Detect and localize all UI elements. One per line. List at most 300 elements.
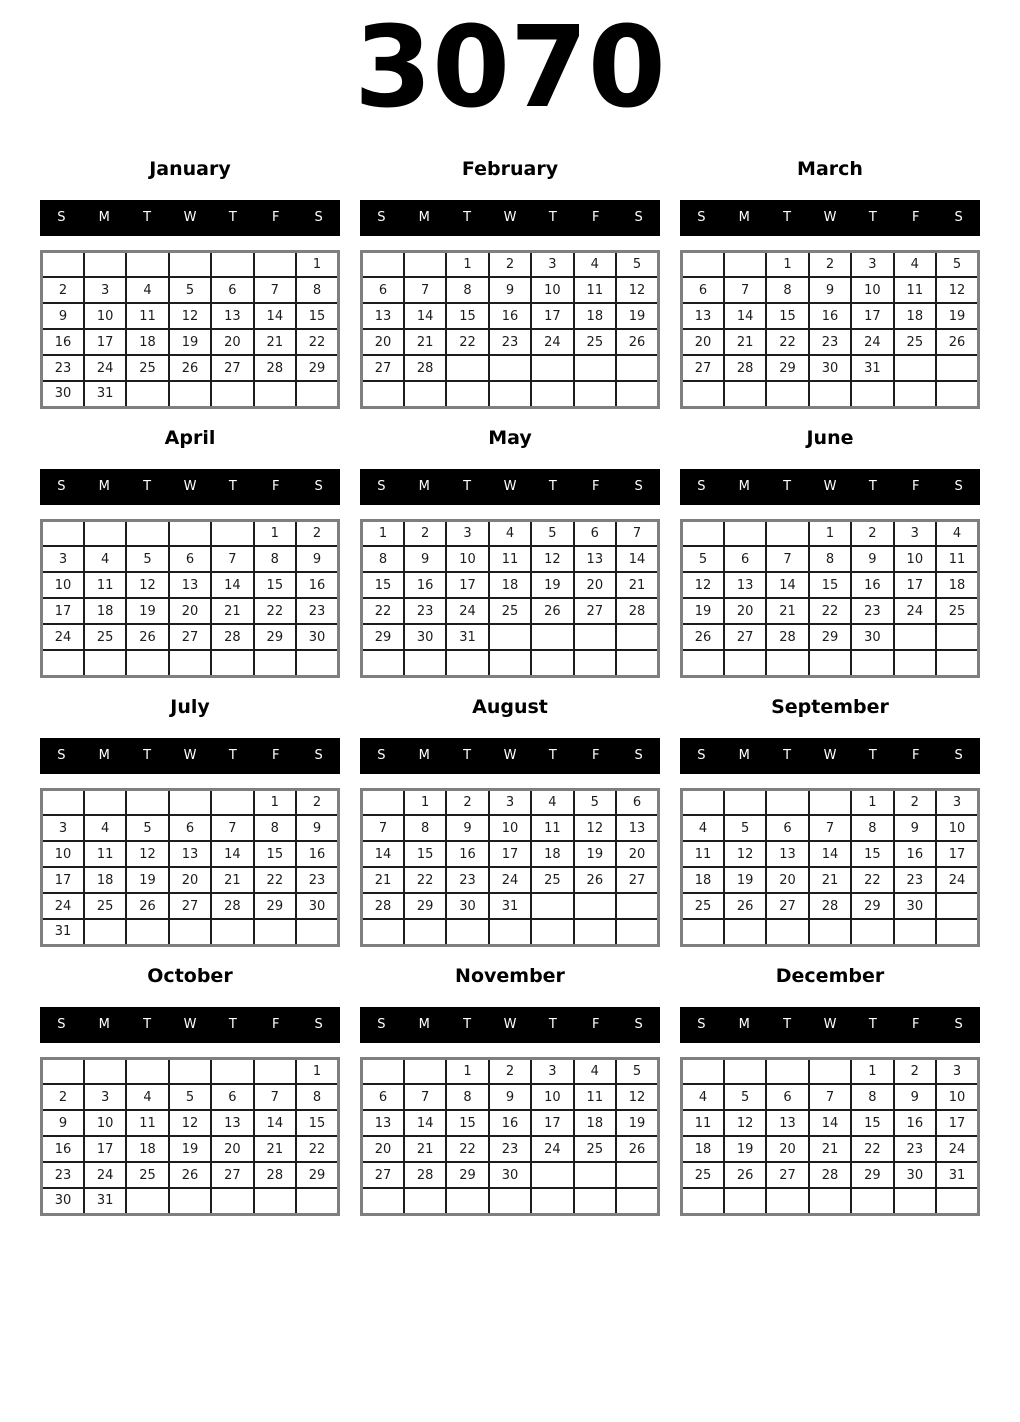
empty-day-cell bbox=[362, 650, 404, 676]
day-cell: 26 bbox=[169, 1162, 211, 1188]
weekday-label: M bbox=[418, 748, 430, 764]
day-cell: 15 bbox=[404, 841, 446, 867]
week-row bbox=[682, 893, 979, 919]
week-row bbox=[682, 303, 979, 329]
day-cell: 5 bbox=[724, 1084, 766, 1110]
day-cell: 19 bbox=[682, 598, 724, 624]
day-cell: 4 bbox=[574, 251, 616, 277]
empty-day-cell bbox=[574, 893, 616, 919]
day-cell: 21 bbox=[809, 1136, 851, 1162]
week-row bbox=[682, 841, 979, 867]
day-cell: 6 bbox=[724, 546, 766, 572]
day-cell: 18 bbox=[894, 303, 936, 329]
day-cell: 30 bbox=[42, 1188, 84, 1214]
day-cell: 25 bbox=[574, 1136, 616, 1162]
empty-day-cell bbox=[574, 381, 616, 407]
day-cell: 26 bbox=[682, 624, 724, 650]
week-row bbox=[682, 1162, 979, 1188]
day-cell: 26 bbox=[169, 355, 211, 381]
empty-day-cell bbox=[42, 520, 84, 546]
empty-day-cell bbox=[766, 381, 808, 407]
day-cell: 16 bbox=[296, 572, 338, 598]
day-cell: 11 bbox=[682, 1110, 724, 1136]
year-title: 3070 bbox=[354, 3, 666, 133]
week-row bbox=[42, 789, 339, 815]
empty-day-cell bbox=[531, 919, 573, 945]
empty-day-cell bbox=[894, 381, 936, 407]
day-cell: 27 bbox=[574, 598, 616, 624]
month-title: June bbox=[806, 426, 854, 449]
week-row bbox=[42, 598, 339, 624]
day-cell: 10 bbox=[894, 546, 936, 572]
weekday-label: T bbox=[463, 210, 472, 226]
day-cell: 28 bbox=[766, 624, 808, 650]
weekday-label: S bbox=[954, 748, 963, 764]
day-cell: 12 bbox=[169, 303, 211, 329]
week-row bbox=[682, 546, 979, 572]
day-cell: 27 bbox=[766, 893, 808, 919]
month-days-table bbox=[360, 1057, 660, 1216]
weekday-label: T bbox=[548, 479, 557, 495]
day-cell: 26 bbox=[936, 329, 978, 355]
empty-day-cell bbox=[211, 650, 253, 676]
empty-day-cell bbox=[616, 624, 658, 650]
empty-day-cell bbox=[574, 1162, 616, 1188]
weekday-label: S bbox=[634, 479, 643, 495]
day-cell: 14 bbox=[766, 572, 808, 598]
month-block bbox=[680, 140, 980, 409]
day-cell: 11 bbox=[574, 277, 616, 303]
month-days-table bbox=[40, 1057, 340, 1216]
day-cell: 4 bbox=[531, 789, 573, 815]
weekday-label: F bbox=[911, 748, 920, 764]
week-row bbox=[362, 867, 659, 893]
day-cell: 8 bbox=[809, 546, 851, 572]
calendar-page bbox=[0, 3, 1020, 1216]
empty-day-cell bbox=[211, 919, 253, 945]
day-cell: 1 bbox=[851, 1058, 893, 1084]
empty-day-cell bbox=[446, 1188, 488, 1214]
empty-day-cell bbox=[296, 381, 338, 407]
day-cell: 17 bbox=[446, 572, 488, 598]
empty-day-cell bbox=[616, 355, 658, 381]
day-cell: 11 bbox=[894, 277, 936, 303]
day-cell: 21 bbox=[724, 329, 766, 355]
day-cell: 16 bbox=[446, 841, 488, 867]
day-cell: 17 bbox=[42, 598, 84, 624]
day-cell: 11 bbox=[84, 572, 126, 598]
day-cell: 4 bbox=[682, 1084, 724, 1110]
day-cell: 25 bbox=[936, 598, 978, 624]
day-cell: 21 bbox=[362, 867, 404, 893]
month-block bbox=[680, 947, 980, 1216]
weekday-label: S bbox=[954, 479, 963, 495]
weekday-label: M bbox=[98, 748, 110, 764]
day-cell: 24 bbox=[936, 1136, 978, 1162]
weekday-label: M bbox=[738, 1017, 750, 1033]
day-cell: 28 bbox=[254, 1162, 296, 1188]
day-cell: 4 bbox=[489, 520, 531, 546]
empty-day-cell bbox=[446, 650, 488, 676]
empty-day-cell bbox=[169, 520, 211, 546]
empty-day-cell bbox=[169, 650, 211, 676]
day-cell: 21 bbox=[809, 867, 851, 893]
day-cell: 24 bbox=[489, 867, 531, 893]
day-cell: 24 bbox=[531, 329, 573, 355]
day-cell: 12 bbox=[724, 1110, 766, 1136]
day-cell: 17 bbox=[936, 841, 978, 867]
day-cell: 7 bbox=[211, 546, 253, 572]
month-days-table bbox=[680, 250, 980, 409]
week-row bbox=[682, 1188, 979, 1214]
day-cell: 28 bbox=[404, 355, 446, 381]
day-cell: 16 bbox=[404, 572, 446, 598]
empty-day-cell bbox=[531, 381, 573, 407]
empty-day-cell bbox=[211, 1188, 253, 1214]
day-cell: 25 bbox=[894, 329, 936, 355]
day-cell: 11 bbox=[126, 303, 168, 329]
empty-day-cell bbox=[616, 650, 658, 676]
week-row bbox=[362, 841, 659, 867]
week-row bbox=[682, 919, 979, 945]
week-row bbox=[682, 355, 979, 381]
day-cell: 28 bbox=[404, 1162, 446, 1188]
day-cell: 7 bbox=[254, 1084, 296, 1110]
day-cell: 22 bbox=[296, 329, 338, 355]
day-cell: 3 bbox=[531, 1058, 573, 1084]
day-cell: 19 bbox=[574, 841, 616, 867]
day-cell: 13 bbox=[724, 572, 766, 598]
day-cell: 2 bbox=[42, 1084, 84, 1110]
day-cell: 3 bbox=[42, 546, 84, 572]
day-cell: 14 bbox=[616, 546, 658, 572]
weekday-label: W bbox=[183, 479, 197, 495]
empty-day-cell bbox=[169, 919, 211, 945]
day-cell: 19 bbox=[169, 329, 211, 355]
week-row bbox=[682, 520, 979, 546]
empty-day-cell bbox=[489, 381, 531, 407]
month-days-body bbox=[362, 789, 659, 945]
month-title: February bbox=[461, 157, 559, 180]
day-cell: 15 bbox=[446, 303, 488, 329]
day-cell: 3 bbox=[446, 520, 488, 546]
day-cell: 15 bbox=[254, 572, 296, 598]
day-cell: 30 bbox=[296, 624, 338, 650]
empty-day-cell bbox=[936, 624, 978, 650]
day-cell: 24 bbox=[84, 1162, 126, 1188]
weekday-label: F bbox=[271, 479, 280, 495]
day-cell: 8 bbox=[766, 277, 808, 303]
weekday-label: W bbox=[823, 210, 837, 226]
month-days-body bbox=[362, 251, 659, 407]
empty-day-cell bbox=[84, 520, 126, 546]
day-cell: 15 bbox=[809, 572, 851, 598]
day-cell: 25 bbox=[126, 355, 168, 381]
empty-day-cell bbox=[362, 919, 404, 945]
day-cell: 14 bbox=[404, 1110, 446, 1136]
day-cell: 27 bbox=[616, 867, 658, 893]
empty-day-cell bbox=[126, 251, 168, 277]
empty-day-cell bbox=[489, 624, 531, 650]
empty-day-cell bbox=[169, 251, 211, 277]
day-cell: 3 bbox=[42, 815, 84, 841]
empty-day-cell bbox=[296, 1188, 338, 1214]
week-row bbox=[42, 1084, 339, 1110]
day-cell: 11 bbox=[126, 1110, 168, 1136]
day-cell: 20 bbox=[362, 1136, 404, 1162]
weekday-label: S bbox=[377, 748, 386, 764]
day-cell: 30 bbox=[809, 355, 851, 381]
day-cell: 27 bbox=[682, 355, 724, 381]
day-cell: 7 bbox=[809, 815, 851, 841]
empty-day-cell bbox=[404, 381, 446, 407]
weekday-label: T bbox=[143, 210, 152, 226]
weekday-label: S bbox=[57, 748, 66, 764]
day-cell: 1 bbox=[254, 789, 296, 815]
month-block bbox=[360, 409, 660, 678]
empty-day-cell bbox=[404, 650, 446, 676]
weekday-label: T bbox=[143, 748, 152, 764]
week-row bbox=[362, 1084, 659, 1110]
day-cell: 18 bbox=[126, 329, 168, 355]
week-row bbox=[362, 572, 659, 598]
weekday-label: T bbox=[548, 210, 557, 226]
day-cell: 13 bbox=[574, 546, 616, 572]
weekday-header bbox=[680, 469, 980, 505]
empty-day-cell bbox=[169, 1188, 211, 1214]
day-cell: 30 bbox=[296, 893, 338, 919]
day-cell: 22 bbox=[296, 1136, 338, 1162]
day-cell: 27 bbox=[362, 1162, 404, 1188]
day-cell: 29 bbox=[296, 1162, 338, 1188]
empty-day-cell bbox=[682, 520, 724, 546]
month-title: April bbox=[164, 426, 216, 449]
empty-day-cell bbox=[531, 893, 573, 919]
day-cell: 12 bbox=[126, 572, 168, 598]
weekday-label: W bbox=[503, 1017, 517, 1033]
day-cell: 2 bbox=[851, 520, 893, 546]
empty-day-cell bbox=[446, 381, 488, 407]
day-cell: 6 bbox=[766, 815, 808, 841]
weekday-label: T bbox=[228, 210, 237, 226]
weekday-label: S bbox=[57, 479, 66, 495]
day-cell: 5 bbox=[616, 1058, 658, 1084]
day-cell: 18 bbox=[574, 1110, 616, 1136]
day-cell: 5 bbox=[531, 520, 573, 546]
month-title: May bbox=[488, 426, 532, 449]
day-cell: 30 bbox=[404, 624, 446, 650]
day-cell: 29 bbox=[851, 1162, 893, 1188]
day-cell: 20 bbox=[574, 572, 616, 598]
day-cell: 19 bbox=[724, 1136, 766, 1162]
day-cell: 2 bbox=[296, 520, 338, 546]
day-cell: 16 bbox=[42, 1136, 84, 1162]
empty-day-cell bbox=[489, 355, 531, 381]
week-row bbox=[42, 1188, 339, 1214]
week-row bbox=[362, 893, 659, 919]
day-cell: 22 bbox=[809, 598, 851, 624]
day-cell: 13 bbox=[766, 841, 808, 867]
week-row bbox=[42, 572, 339, 598]
day-cell: 2 bbox=[446, 789, 488, 815]
day-cell: 9 bbox=[489, 277, 531, 303]
weekday-label: S bbox=[697, 748, 706, 764]
weekday-label: S bbox=[697, 210, 706, 226]
empty-day-cell bbox=[254, 251, 296, 277]
day-cell: 24 bbox=[894, 598, 936, 624]
weekday-label: S bbox=[954, 210, 963, 226]
empty-day-cell bbox=[211, 1058, 253, 1084]
empty-day-cell bbox=[362, 381, 404, 407]
week-row bbox=[682, 1084, 979, 1110]
empty-day-cell bbox=[42, 789, 84, 815]
day-cell: 27 bbox=[724, 624, 766, 650]
week-row bbox=[682, 598, 979, 624]
month-title: January bbox=[149, 157, 231, 180]
empty-day-cell bbox=[489, 650, 531, 676]
month-days-table bbox=[40, 788, 340, 947]
empty-day-cell bbox=[531, 355, 573, 381]
empty-day-cell bbox=[616, 1162, 658, 1188]
week-row bbox=[682, 1136, 979, 1162]
day-cell: 13 bbox=[211, 303, 253, 329]
month-days-table bbox=[360, 519, 660, 678]
day-cell: 16 bbox=[489, 303, 531, 329]
weekday-label: W bbox=[823, 479, 837, 495]
day-cell: 26 bbox=[616, 329, 658, 355]
day-cell: 4 bbox=[126, 277, 168, 303]
day-cell: 13 bbox=[362, 1110, 404, 1136]
empty-day-cell bbox=[766, 1058, 808, 1084]
weekday-label: S bbox=[57, 1017, 66, 1033]
day-cell: 21 bbox=[404, 1136, 446, 1162]
day-cell: 25 bbox=[574, 329, 616, 355]
empty-day-cell bbox=[126, 1188, 168, 1214]
empty-day-cell bbox=[211, 251, 253, 277]
day-cell: 20 bbox=[169, 867, 211, 893]
day-cell: 7 bbox=[809, 1084, 851, 1110]
day-cell: 11 bbox=[84, 841, 126, 867]
day-cell: 5 bbox=[126, 815, 168, 841]
month-block bbox=[360, 947, 660, 1216]
empty-day-cell bbox=[936, 650, 978, 676]
day-cell: 11 bbox=[489, 546, 531, 572]
day-cell: 1 bbox=[296, 251, 338, 277]
week-row bbox=[362, 1110, 659, 1136]
week-row bbox=[42, 815, 339, 841]
day-cell: 9 bbox=[404, 546, 446, 572]
week-row bbox=[42, 329, 339, 355]
month-days-table bbox=[680, 788, 980, 947]
empty-day-cell bbox=[531, 1188, 573, 1214]
empty-day-cell bbox=[724, 919, 766, 945]
empty-day-cell bbox=[766, 650, 808, 676]
empty-day-cell bbox=[211, 381, 253, 407]
day-cell: 22 bbox=[851, 867, 893, 893]
day-cell: 3 bbox=[489, 789, 531, 815]
day-cell: 22 bbox=[446, 329, 488, 355]
day-cell: 15 bbox=[851, 841, 893, 867]
weekday-label: T bbox=[868, 748, 877, 764]
week-row bbox=[362, 789, 659, 815]
day-cell: 3 bbox=[531, 251, 573, 277]
weekday-header bbox=[360, 469, 660, 505]
empty-day-cell bbox=[404, 919, 446, 945]
week-row bbox=[362, 546, 659, 572]
day-cell: 7 bbox=[404, 277, 446, 303]
week-row bbox=[682, 650, 979, 676]
day-cell: 29 bbox=[446, 1162, 488, 1188]
empty-day-cell bbox=[362, 1058, 404, 1084]
empty-day-cell bbox=[894, 624, 936, 650]
week-row bbox=[682, 277, 979, 303]
day-cell: 9 bbox=[296, 815, 338, 841]
empty-day-cell bbox=[362, 1188, 404, 1214]
empty-day-cell bbox=[809, 1188, 851, 1214]
month-days-body bbox=[362, 520, 659, 676]
month-block bbox=[360, 140, 660, 409]
empty-day-cell bbox=[682, 650, 724, 676]
weekday-label: T bbox=[868, 479, 877, 495]
day-cell: 12 bbox=[616, 277, 658, 303]
weekday-label: S bbox=[954, 1017, 963, 1033]
day-cell: 6 bbox=[169, 815, 211, 841]
day-cell: 26 bbox=[531, 598, 573, 624]
empty-day-cell bbox=[724, 251, 766, 277]
day-cell: 19 bbox=[169, 1136, 211, 1162]
day-cell: 20 bbox=[766, 867, 808, 893]
day-cell: 6 bbox=[169, 546, 211, 572]
day-cell: 2 bbox=[42, 277, 84, 303]
week-row bbox=[682, 251, 979, 277]
day-cell: 6 bbox=[211, 277, 253, 303]
empty-day-cell bbox=[296, 919, 338, 945]
day-cell: 25 bbox=[126, 1162, 168, 1188]
week-row bbox=[362, 329, 659, 355]
weekday-label: T bbox=[868, 210, 877, 226]
day-cell: 3 bbox=[84, 1084, 126, 1110]
month-days-table bbox=[360, 788, 660, 947]
day-cell: 5 bbox=[169, 1084, 211, 1110]
day-cell: 18 bbox=[682, 1136, 724, 1162]
day-cell: 4 bbox=[126, 1084, 168, 1110]
weekday-label: M bbox=[418, 1017, 430, 1033]
day-cell: 30 bbox=[894, 893, 936, 919]
day-cell: 17 bbox=[531, 303, 573, 329]
day-cell: 16 bbox=[489, 1110, 531, 1136]
day-cell: 5 bbox=[616, 251, 658, 277]
week-row bbox=[682, 789, 979, 815]
day-cell: 4 bbox=[682, 815, 724, 841]
weekday-label: F bbox=[911, 210, 920, 226]
day-cell: 23 bbox=[404, 598, 446, 624]
day-cell: 10 bbox=[84, 1110, 126, 1136]
day-cell: 8 bbox=[446, 277, 488, 303]
empty-day-cell bbox=[894, 919, 936, 945]
empty-day-cell bbox=[724, 1058, 766, 1084]
empty-day-cell bbox=[936, 381, 978, 407]
day-cell: 18 bbox=[936, 572, 978, 598]
day-cell: 31 bbox=[936, 1162, 978, 1188]
day-cell: 20 bbox=[766, 1136, 808, 1162]
week-row bbox=[362, 650, 659, 676]
weekday-label: W bbox=[183, 210, 197, 226]
month-days-table bbox=[360, 250, 660, 409]
month-block bbox=[40, 678, 340, 947]
day-cell: 2 bbox=[404, 520, 446, 546]
day-cell: 7 bbox=[362, 815, 404, 841]
day-cell: 30 bbox=[894, 1162, 936, 1188]
